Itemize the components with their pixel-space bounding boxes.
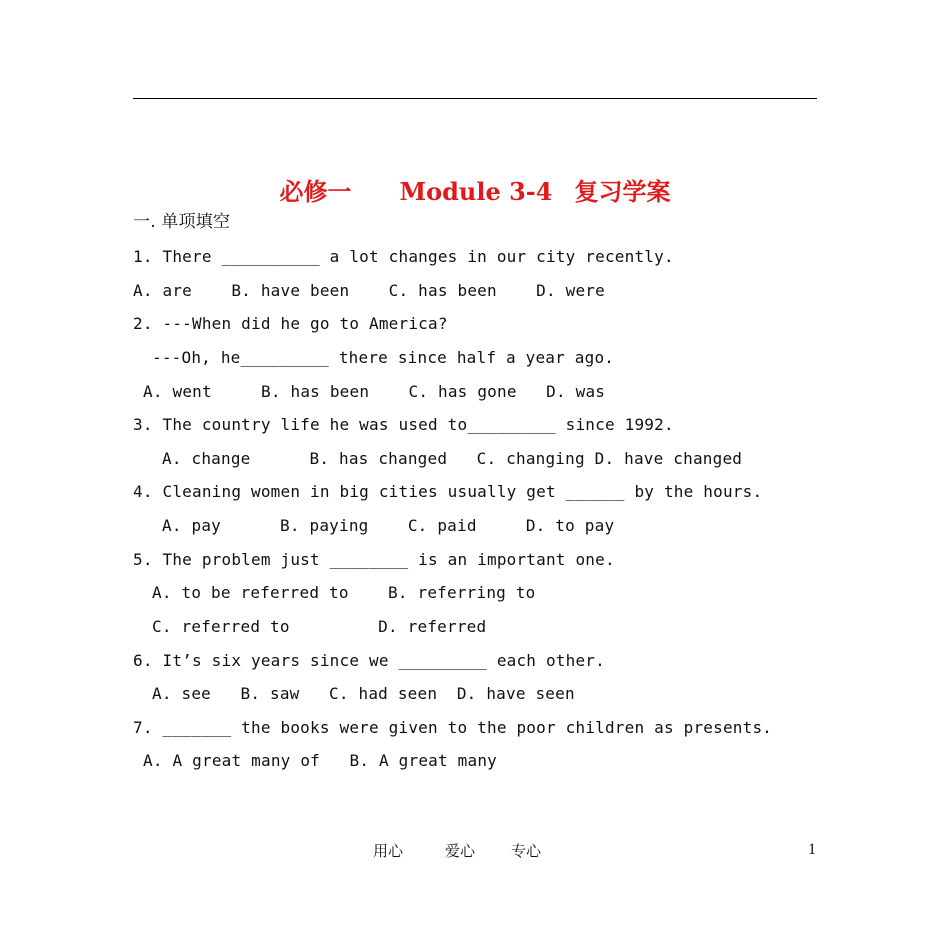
options-line: A. pay B. paying C. paid D. to pay [162, 516, 615, 535]
title-part-course: 必修一 [279, 177, 352, 206]
footer-word: 用心 [373, 842, 404, 860]
title-part-review: 复习学案 [574, 177, 671, 206]
question-line: 1. There __________ a lot changes in our city recently. [133, 247, 674, 266]
question-line: ---Oh, he_________ there since half a year ago. [152, 348, 615, 367]
options-line: A. are B. have been C. has been D. were [133, 281, 605, 300]
question-line: 2. ---When did he go to America? [133, 314, 448, 333]
section-heading: 一. 单项填空 [133, 212, 231, 232]
page-number: 1 [808, 841, 816, 858]
options-line: A. change B. has changed C. changing D. have changed [162, 449, 743, 468]
question-line: 4. Cleaning women in big cities usually get ______ by the hours. [133, 482, 763, 501]
options-line: A. to be referred to B. referring to [152, 583, 536, 602]
question-line: 6. It’s six years since we _________ each other. [133, 651, 605, 670]
options-line: A. went B. has been C. has gone D. was [143, 382, 606, 401]
question-line: 3. The country life he was used to_________ since 1992. [133, 415, 674, 434]
question-line: 5. The problem just ________ is an important one. [133, 550, 615, 569]
title-part-module: Module 3-4 [399, 177, 553, 206]
options-line: A. see B. saw C. had seen D. have seen [152, 684, 575, 703]
footer-word: 爱心 [445, 842, 476, 860]
question-line: 7. _______ the books were given to the poor children as presents. [133, 718, 773, 737]
footer-word: 专心 [511, 842, 542, 860]
header-rule [133, 98, 817, 99]
page-title [0, 172, 950, 207]
options-line: C. referred to D. referred [152, 617, 487, 636]
options-line: A. A great many of B. A great many [143, 751, 497, 770]
